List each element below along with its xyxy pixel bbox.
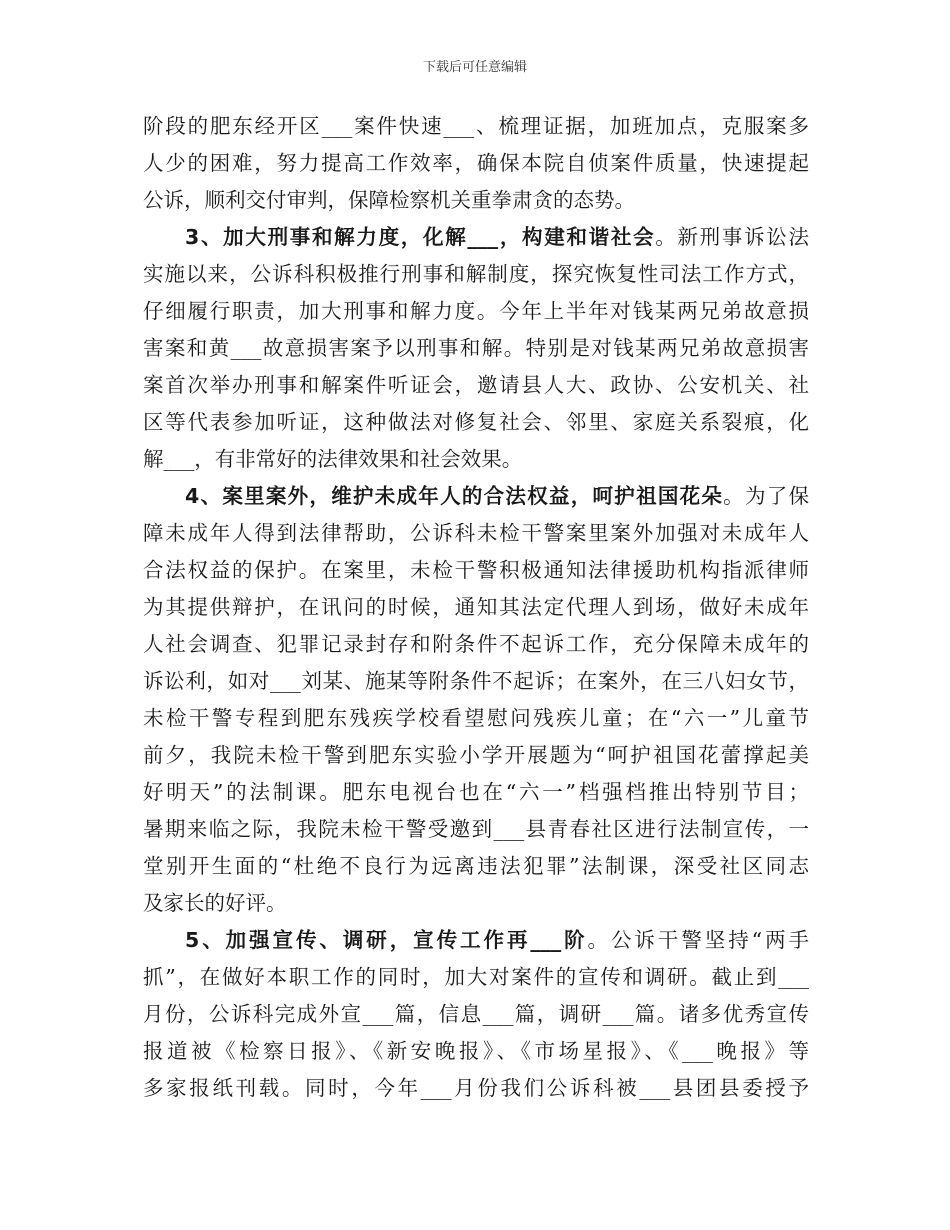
line-text: 区等代表参加听证，这种做法对修复社会、邻里、家庭关系裂痕，化: [143, 410, 809, 434]
text-line: [143, 1070, 809, 1107]
text-line: [143, 219, 809, 256]
text-line: [143, 589, 809, 626]
text-line: [143, 367, 809, 404]
text-line: [143, 478, 809, 515]
line-text: 为其提供辩护，在讯问的时候，通知其法定代理人到场，做好未成年: [143, 595, 809, 619]
line-text: 案首次举办刑事和解案件听证会，邀请县人大、政协、公安机关、社: [143, 373, 809, 397]
section-heading: 4、案里案外，维护未成年人的合法权益，呵护祖国花朵: [185, 484, 724, 508]
text-line: [143, 922, 809, 959]
section-heading: 5、加强宣传、调研，宣传工作再___阶: [185, 928, 588, 952]
line-text: 人少的困难，努力提高工作效率，确保本院自侦案件质量，快速提起: [143, 151, 809, 175]
text-line: [143, 885, 809, 922]
line-text: 人社会调查、犯罪记录封存和附条件不起诉工作，充分保障未成年的: [143, 632, 809, 656]
line-text: 未检干警专程到肥东残疾学校看望慰问残疾儿童；在“六一”儿童节: [143, 706, 809, 730]
page-header: 下载后可任意编辑: [422, 60, 527, 75]
text-line: [143, 330, 809, 367]
text-line: [143, 959, 809, 996]
document-body: [143, 108, 809, 1107]
text-line: [143, 774, 809, 811]
text-line: [143, 404, 809, 441]
text-line: [143, 182, 809, 219]
text-line: [143, 256, 809, 293]
line-text: 抓”，在做好本职工作的同时，加大对案件的宣传和调研。截止到___: [143, 965, 809, 989]
line-text: 。公诉干警坚持“两手: [587, 928, 810, 952]
line-text: 合法权益的保护。在案里，未检干警积极通知法律援助机构指派律师: [143, 558, 809, 582]
text-line: [143, 663, 809, 700]
text-line: [143, 108, 809, 145]
section-heading: 3、加大刑事和解力度，化解___，构建和谐社会: [185, 225, 656, 249]
text-line: [143, 515, 809, 552]
line-text: 暑期来临之际，我院未检干警受邀到___县青春社区进行法制宣传，一: [143, 817, 809, 841]
text-line: [143, 441, 809, 478]
text-line: [143, 811, 809, 848]
line-text: 障未成年人得到法律帮助，公诉科未检干警案里案外加强对未成年人: [143, 521, 809, 545]
line-text: 实施以来，公诉科积极推行刑事和解制度，探究恢复性司法工作方式，: [143, 262, 809, 286]
text-line: [143, 1033, 809, 1070]
text-line: [143, 552, 809, 589]
text-line: [143, 700, 809, 737]
line-text: 诉讼利，如对___刘某、施某等附条件不起诉；在案外，在三八妇女节，: [143, 669, 809, 693]
text-line: [143, 996, 809, 1033]
line-text: 解___，有非常好的法律效果和社会效果。: [143, 447, 523, 471]
line-text: 好明天”的法制课。肥东电视台也在“六一”档强档推出特别节目；: [143, 780, 809, 804]
line-text: 仔细履行职责，加大刑事和解力度。今年上半年对钱某两兄弟故意损: [143, 299, 809, 323]
text-line: [143, 293, 809, 330]
text-line: [143, 145, 809, 182]
line-text: 公诉，顺利交付审判，保障检察机关重拳肃贪的态势。: [143, 188, 635, 212]
line-text: 害案和黄___故意损害案予以刑事和解。特别是对钱某两兄弟故意损害: [143, 336, 809, 360]
text-line: [143, 848, 809, 885]
line-text: 堂别开生面的“杜绝不良行为远离违法犯罪”法制课，深受社区同志: [143, 854, 809, 878]
line-text: 阶段的肥东经开区___案件快速___、梳理证据，加班加点，克服案多: [143, 114, 809, 138]
line-text: 报道被《检察日报》、《新安晚报》、《市场星报》、《___晚报》等: [143, 1039, 809, 1063]
line-text: 及家长的好评。: [143, 891, 287, 915]
line-text: 多家报纸刊载。同时，今年___月份我们公诉科被___县团县委授予: [143, 1076, 809, 1100]
line-text: 前夕，我院未检干警到肥东实验小学开展题为“呵护祖国花蕾撑起美: [143, 743, 809, 767]
line-text: 月份，公诉科完成外宣___篇，信息___篇，调研___篇。诸多优秀宣传: [143, 1002, 809, 1026]
line-text: 。新刑事诉讼法: [655, 225, 809, 249]
text-line: [143, 737, 809, 774]
text-line: [143, 626, 809, 663]
line-text: 。为了保: [723, 484, 810, 508]
